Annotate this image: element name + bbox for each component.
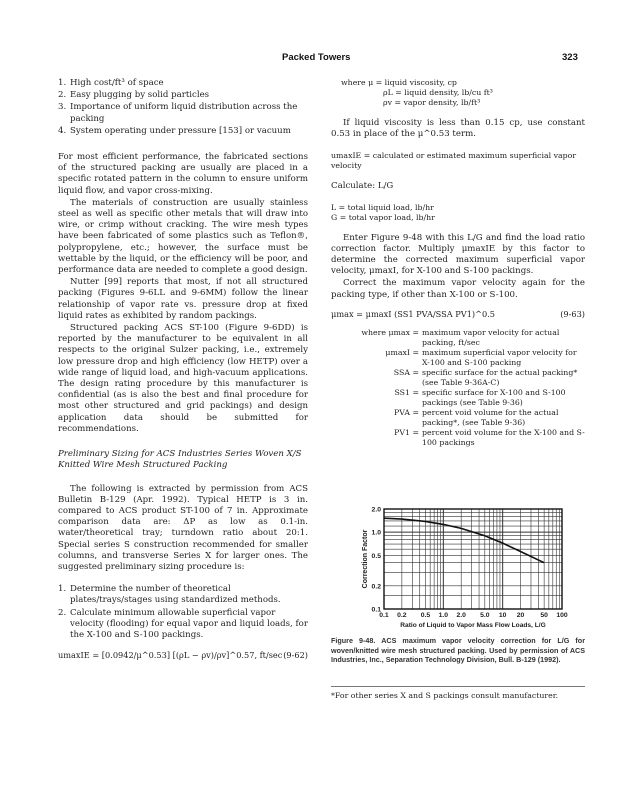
x-tick-label: 10 (498, 612, 507, 619)
y-tick-label: 0.2 (371, 583, 381, 591)
footnote-rule (331, 686, 585, 687)
right-column (331, 78, 585, 448)
calculate-line: Calculate: L/G (331, 181, 394, 192)
list-item: 2. Easy plugging by solid particles (58, 90, 210, 101)
list-item: 2. Calculate minimum allowable superficial vapor velocity (flooding) for equal vapor and liquid loads, for the X-100 and S-100 packings. (58, 607, 308, 640)
x-tick-label: 1.0 (438, 612, 449, 619)
variable-def: L = total liquid load, lb/hr (331, 202, 434, 212)
footnote: *For other series X and S packings consult manufacturer. (331, 691, 559, 700)
equation-9-63: μmax = μmaxI (SS1 PVA/SSA PV1)^0.5 (9-63) (331, 308, 585, 319)
y-tick-label: 0.1 (371, 606, 381, 614)
variable-def: where μ = liquid viscosity, cp (341, 78, 457, 87)
list-item: 1. High cost/ft³ of space (58, 78, 164, 88)
definition-row: SSA = specific surface for the actual packing* (see Table 9-36A-C) (393, 368, 578, 388)
list-item: 1. Determine the number of theoretical plates/trays/stages using standardized methods. (58, 584, 281, 606)
variable-def: ρv = vapor density, lb/ft³ (383, 98, 481, 107)
x-tick-label: 50 (540, 612, 548, 619)
limitations-list (58, 78, 308, 137)
definition-row: SS1 = specific surface for X-100 and S-100 packings (see Table 9-36) (394, 388, 566, 408)
paragraph: Correct the maximum vapor velocity again for the packing type, if other than X-100 or S-100. (331, 278, 585, 300)
y-tick-label: 2.0 (371, 506, 381, 514)
running-header: Packed Towers (282, 52, 351, 63)
x-axis-label: Ratio of Liquid to Vapor Mass Flow Loads, L/G (400, 622, 546, 629)
paragraph: Structured packing ACS ST-100 (Figure 9-6DD) is reported by the manufacturer to be equivalent in all respects to the original Sulzer packing, i.e., extremely low pressure drop and high efficiency (low HETP) over a wide range of liquid load, and high-vacuum applications. The design rating procedure by this manufacturer is confidential (as is also the best and final procedure for most other structured and grid packings) and design application data should be submitted for recommendations. (58, 323, 308, 434)
definition-row: μmaxI = maximum superficial vapor velocity for X-100 and S-100 packing (385, 348, 577, 368)
definition-row: PVA = percent void volume for the actual packing*, (see Table 9-36) (394, 408, 559, 428)
y-tick-label: 1.0 (371, 529, 381, 537)
definitions (331, 328, 585, 448)
section-heading: Preliminary Sizing for ACS Industries Series Woven X/S Knitted Wire Mesh Structured Packing (58, 449, 302, 471)
paragraph: Enter Figure 9-48 with this L/G and find the load ratio correction factor. Multiply μmaxIE by this factor to determine the corrected maximum superficial vapor velocity, μmaxI, for X-100 and S-100 packings. (331, 232, 585, 277)
figure-caption: Figure 9-48. ACS maximum vapor velocity correction for L/G for woven/knitted wire mesh structured packing. Used by permission of ACS Industries, Inc., Separation Technology Division, Bull. B-129 (1992). (331, 636, 585, 665)
x-tick-label: 0.5 (420, 612, 431, 619)
definition-row: PV1 = percent void volume for the X-100 and S-100 packings (394, 428, 585, 448)
variable-def: umaxIE = calculated or estimated maximum superficial vapor velocity (331, 151, 577, 171)
x-tick-label: 0.1 (379, 612, 389, 619)
x-tick-label: 5.0 (480, 612, 490, 619)
list-item: 4. System operating under pressure [153] or vacuum (58, 125, 291, 136)
list-item: 3. Importance of uniform liquid distribution across the packing (58, 102, 298, 124)
page-number: 323 (562, 52, 578, 63)
x-tick-label: 0.2 (397, 612, 407, 619)
correction-curve (384, 518, 544, 563)
paragraph: The following is extracted by permission from ACS Bulletin B-129 (Apr. 1992). Typical HETP is 3 in. compared to ACS product ST-100 of 7 in. Approximate comparison data are: ΔP as low as 0.1-in. water/theoretical tray; turndown ratio about 20:1. Special series S construction recommended for smaller columns, and transverse Series X for larger ones. The suggested preliminary sizing procedure is: (58, 483, 308, 572)
paragraph: Nutter [99] reports that most, if not all structured packing (Figures 9-6LL and 9-6MM) follow the linear relationship of vapor rate vs. pressure drop at fixed liquid rates as exhibited by random packings. (58, 277, 308, 321)
definition-row: where μmax = maximum vapor velocity for actual packing, ft/sec (361, 328, 560, 348)
procedure-list (58, 584, 308, 641)
y-tick-label: 0.5 (371, 552, 381, 560)
variable-def: G = total vapor load, lb/hr (331, 212, 435, 222)
x-tick-label: 100 (556, 612, 568, 619)
correction-factor-chart (358, 505, 573, 633)
paragraph: For most efficient performance, the fabricated sections of the structured packing are usually are placed in a specific rotated pattern in the column to ensure uniform liquid flow, and vapor cross-mixing. (58, 152, 308, 196)
x-tick-label: 20 (516, 612, 525, 619)
equation-9-62: umaxIE = [0.0942/μ^0.53] [(ρL − ρv)/ρv]^0.57, ft/sec (9-62) (58, 650, 308, 661)
y-axis-label: Correction Factor (362, 529, 369, 589)
x-tick-label: 2.0 (456, 612, 466, 619)
paragraph: If liquid viscosity is less than 0.15 cp, use constant 0.53 in place of the μ^0.53 term. (331, 118, 585, 140)
left-column (58, 78, 308, 669)
paragraph: The materials of construction are usually stainless steel as well as specific other metals that will draw into wire, or crimp without cracking. The wire mesh types have been fabricated of some plastics such as Teflon®, polypropylene, etc.; however, the surface must be wettable by the liquid, or the efficiency will be poor, and performance data are needed to complete a good design. (58, 197, 308, 276)
variable-def: ρL = liquid density, lb/cu ft³ (383, 88, 493, 97)
